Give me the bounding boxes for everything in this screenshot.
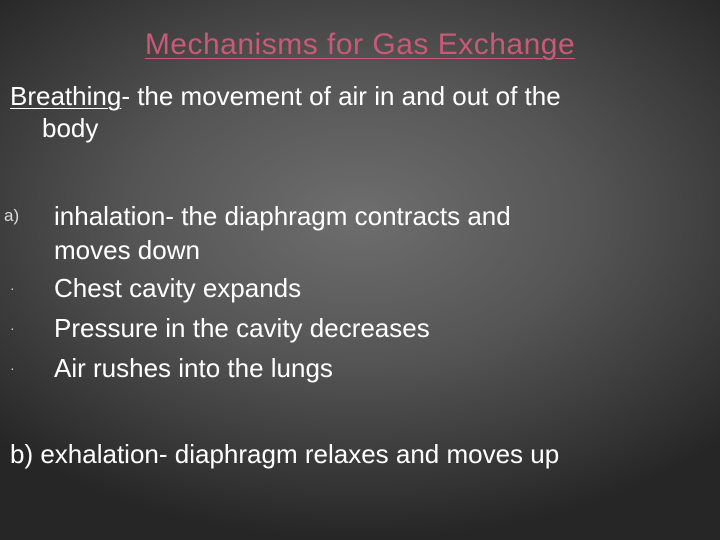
- inhalation-list: [4, 196, 694, 388]
- list-item: [4, 268, 694, 308]
- list-marker-a: a): [4, 206, 20, 225]
- intro-paragraph: [10, 80, 700, 144]
- bullet-icon: ·: [10, 360, 15, 376]
- list-item-inhalation: [4, 196, 694, 268]
- list-item-text: Air rushes into the lungs: [54, 353, 333, 383]
- list-item-text: Pressure in the cavity decreases: [54, 313, 430, 343]
- inhalation-line-1: inhalation- the diaphragm contracts and: [54, 201, 511, 231]
- bullet-icon: ·: [10, 320, 15, 336]
- bullet-icon: ·: [10, 280, 15, 296]
- slide-title: Mechanisms for Gas Exchange: [144, 28, 576, 61]
- term-definition-continuation: body: [42, 113, 99, 143]
- exhalation-paragraph: b) exhalation- diaphragm relaxes and moves up: [10, 439, 560, 469]
- inhalation-line-2: moves down: [54, 235, 200, 265]
- term-definition: - the movement of air in and out of the: [121, 81, 561, 111]
- list-item: [4, 348, 694, 388]
- term-breathing: Breathing: [10, 81, 122, 111]
- list-item: [4, 308, 694, 348]
- list-item-text: Chest cavity expands: [54, 273, 302, 303]
